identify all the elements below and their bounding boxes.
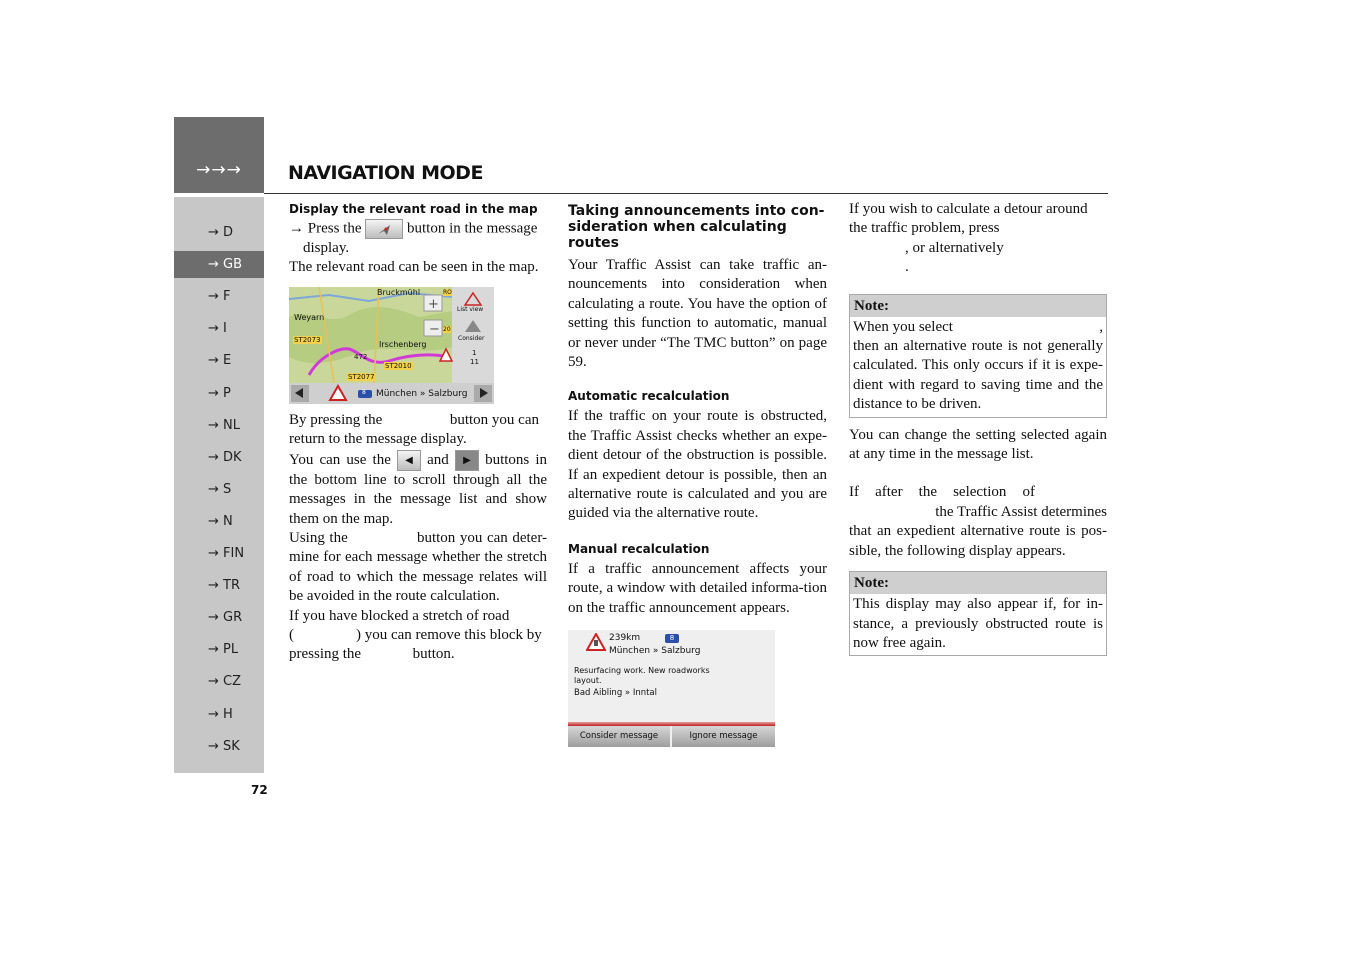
text: buttons in [485,451,548,468]
header-rule [264,193,1108,194]
text: , or alternatively [905,239,1004,256]
text: Using the [289,530,348,547]
text: , [1099,318,1103,335]
column-3 [849,200,1107,656]
sidebar-item-language[interactable]: → CZ [208,674,242,690]
note-box [849,571,1107,656]
text: button in the message [407,220,538,237]
list-view-button-label[interactable]: List view [457,306,484,313]
sidebar-item-language[interactable]: → DK [208,449,242,465]
sidebar-item-language[interactable]: → GB [174,251,264,278]
paragraph: If the traffic on your route is obstructed, the Traffic Assist checks whether an expe-dient detour of the obstruction is possible. If an expedient detour is possible, then an alternative route is calculated and you are guided via the alternative route. [568,408,827,522]
traffic-message-screenshot [568,630,775,747]
paragraph: The relevant road can be seen in the map. [289,259,539,276]
traffic-warning-icon [586,633,606,651]
svg-text:−: − [429,322,440,337]
sidebar-item-language[interactable]: → E [208,353,232,369]
sidebar-item-language[interactable]: → F [208,289,231,305]
paragraph [289,450,547,529]
note-title: Note: [850,295,1106,317]
map-road-label: ST2073 [294,336,321,344]
sidebar-item-language[interactable]: → FIN [208,546,245,561]
distance-label: 239km [609,633,641,643]
map-pointer-icon [366,220,402,238]
map-road-label: 20 [443,326,451,333]
text: the Traffic Assist determines [935,503,1107,520]
route-badge: 8 [362,389,366,396]
text: that an expedient alternative route is pos-sible, the following display appears. [849,523,1107,559]
text: button you can deter- [416,530,548,547]
paragraph [289,607,547,665]
text: Taking announcements into con- [568,203,825,219]
text: and [427,451,449,468]
map-road-label: ST2010 [385,362,412,370]
text: ( [289,627,294,644]
sidebar-item-language[interactable]: → NL [208,417,240,433]
note-title: Note: [850,572,1106,594]
counter-total: 11 [470,358,479,366]
route-badge: 8 [665,634,679,643]
map-road-label: 472 [354,353,368,361]
paragraph: If a traffic announcement affects your route, a window with detailed informa-tion on the traffic announcement appears. [568,560,827,616]
map-label: Weyarn [294,313,325,322]
ignore-message-button[interactable]: Ignore message [672,726,775,747]
text: button you can [449,412,539,428]
counter-current: 1 [472,349,477,357]
section-heading-display-road: Display the relevant road in the map [289,202,538,216]
text: button. [412,646,455,663]
page-title: NAVIGATION MODE [288,162,483,184]
paragraph: You can change the setting selected again at any time in the message list. [849,426,1107,463]
previous-arrow-icon[interactable]: ◀ [397,450,421,471]
text: display. [303,240,350,256]
text: the bottom line to scroll through all the messages in the message list and show them on the map. [289,471,547,527]
consider-button-label[interactable]: Consider [458,335,485,342]
section-heading-manual: Manual recalculation [568,541,710,556]
sidebar-item-language[interactable]: → P [208,385,231,401]
paragraph [849,483,1107,561]
map-label: Irschenberg [379,340,427,349]
map-road-label: ST2077 [348,373,375,381]
svg-text:+: + [428,297,439,312]
sidebar-item-language[interactable]: → I [208,321,227,337]
map-road-label: RO [443,289,452,296]
note-body: This display may also appear if, for in-stance, a previously obstructed route is now free again. [853,596,1103,651]
text: If you have blocked a stretch of road [289,607,510,624]
message-text [574,666,710,686]
paragraph: Your Traffic Assist can take traffic an-nouncements into consideration when calculating a route. You have the option of setting this function to automatic, manual or never under “The TMC button” on page 59. [568,257,827,371]
sidebar-item-language[interactable]: → S [208,481,232,497]
text: By pressing the [289,412,383,428]
sidebar-item-language[interactable]: → N [208,513,233,529]
text: return to the message display. [289,431,467,448]
language-sidebar [174,197,264,773]
text: If you wish to calculate a detour around [849,201,1088,217]
sidebar-item-language[interactable]: → TR [208,578,240,594]
column-2 [568,203,827,618]
note-body [850,317,1106,417]
text: ) you can remove this block by [356,627,542,644]
section-heading-announcements [568,203,827,251]
sidebar-item-language[interactable]: → GR [208,610,243,626]
section-arrows: →→→ [196,160,242,180]
text: sideration when calculating [568,219,787,235]
map-label: Bruckmühl [377,288,421,297]
text: mine for each message whether the stretch of road to which the message relates will be avoided in the route calculation. [289,549,547,605]
text: the traffic problem, press [849,220,1000,237]
section-heading-automatic: Automatic recalculation [568,389,730,404]
sidebar-item-language[interactable]: → D [208,225,234,240]
show-on-map-button[interactable] [365,219,403,239]
text: You can use the [289,451,391,468]
paragraph [289,411,547,450]
text: pressing the [289,646,362,663]
text: Resurfacing work. New roadworks [574,666,710,675]
route-label: München » Salzburg [609,646,701,656]
text: → Press the [289,220,362,237]
sidebar-item-language[interactable]: → SK [208,738,240,754]
text: When you select [853,318,953,335]
consider-message-button[interactable]: Consider message [568,726,670,747]
paragraph [289,529,547,607]
text: If after the selection of [849,484,1035,501]
sidebar-item-language[interactable]: → PL [208,642,239,658]
sidebar-item-language[interactable]: → H [208,706,233,722]
location-text: Bad Aibling » Inntal [574,688,658,698]
text: then an alternative route is not generally calculated. This only occurs if it is expe-dient with regard to saving time and the distance to be driven. [853,338,1103,413]
map-screenshot [289,287,494,404]
map-route-text: München » Salzburg [376,389,468,399]
text: routes [568,235,620,251]
paragraph [289,219,547,258]
column-1 [289,202,547,278]
paragraph [849,200,1107,278]
column-1-continued [289,411,547,665]
page-number: 72 [251,783,268,797]
note-box [849,294,1107,418]
next-arrow-icon[interactable]: ▶ [455,450,479,471]
sidebar-header-block [174,117,264,193]
text: layout. [574,676,602,685]
text: . [905,259,909,276]
